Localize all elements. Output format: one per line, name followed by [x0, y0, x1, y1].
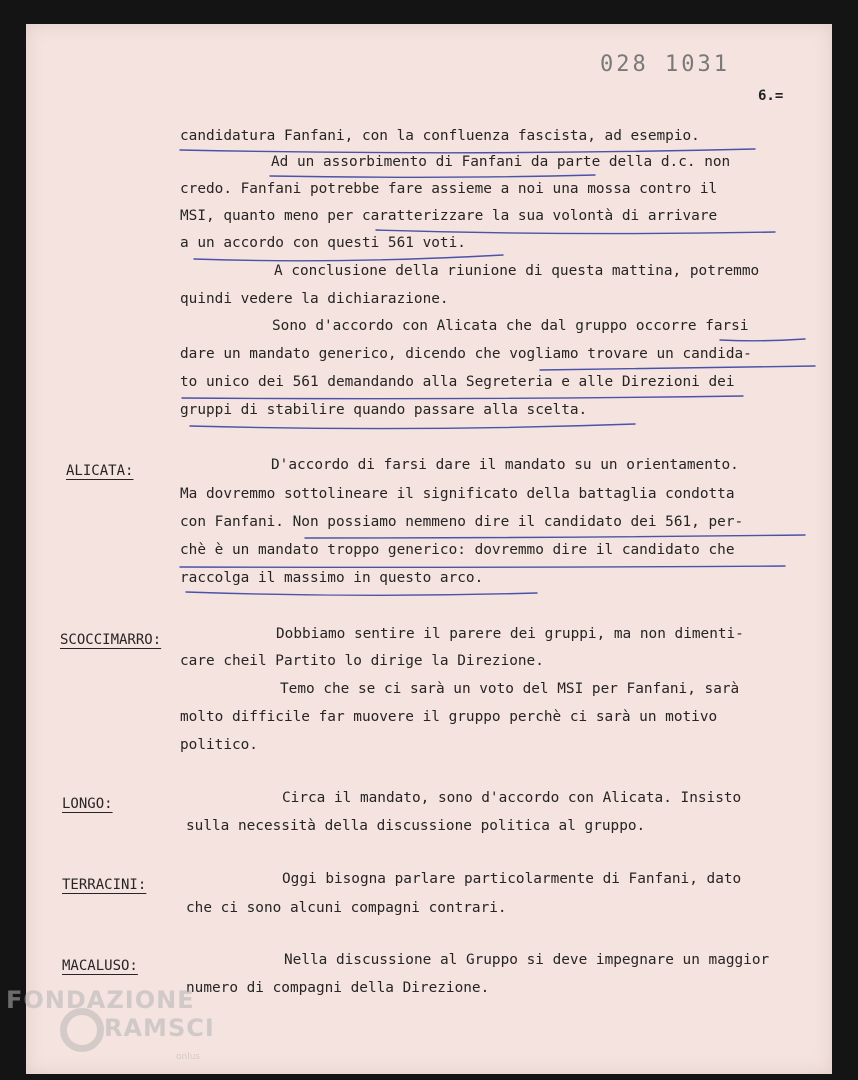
text-line: Ad un assorbimento di Fanfani da parte della d.c. non [271, 154, 731, 170]
speaker-label-terracini: TERRACINI: [62, 877, 147, 893]
text-line: Oggi bisogna parlare particolarmente di Fanfani, dato [282, 871, 742, 887]
text-line: candidatura Fanfani, con la confluenza fascista, ad esempio. [180, 128, 700, 144]
watermark-text-line2: RAMSCI [104, 1014, 215, 1042]
watermark-text-line1: FONDAZIONE [6, 986, 195, 1014]
text-line: Sono d'accordo con Alicata che dal gruppo occorre farsi [272, 318, 749, 334]
text-line: Temo che se ci sarà un voto del MSI per Fanfani, sarà [280, 681, 740, 697]
text-line: numero di compagni della Direzione. [186, 980, 490, 996]
text-line: a un accordo con questi 561 voti. [180, 235, 466, 251]
text-line: Nella discussione al Gruppo si deve impegnare un maggior [284, 952, 770, 968]
speaker-label-longo: LONGO: [62, 796, 113, 812]
speaker-label-macaluso: MACALUSO: [62, 958, 138, 974]
text-line: molto difficile far muovere il gruppo perchè ci sarà un motivo [180, 709, 718, 725]
text-line: sulla necessità della discussione politica al gruppo. [186, 818, 646, 834]
text-line: con Fanfani. Non possiamo nemmeno dire il candidato dei 561, per- [180, 514, 744, 530]
watermark-subtitle: onlus [176, 1052, 201, 1062]
page-number: 6.= [758, 88, 784, 104]
archive-number: 028 1031 [600, 52, 730, 77]
text-line: quindi vedere la dichiarazione. [180, 291, 449, 307]
watermark-logo [0, 982, 230, 1080]
text-line: credo. Fanfani potrebbe fare assieme a noi una mossa contro il [180, 181, 718, 197]
text-line: D'accordo di farsi dare il mandato su un orientamento. [271, 457, 739, 473]
watermark-g-icon [60, 1008, 104, 1052]
text-line: gruppi di stabilire quando passare alla scelta. [180, 402, 588, 418]
speaker-label-alicata: ALICATA: [66, 463, 134, 479]
text-line: A conclusione della riunione di questa mattina, potremmo [274, 263, 760, 279]
text-line: dare un mandato generico, dicendo che vogliamo trovare un candida- [180, 346, 752, 362]
text-line: MSI, quanto meno per caratterizzare la sua volontà di arrivare [180, 208, 718, 224]
text-line: Circa il mandato, sono d'accordo con Alicata. Insisto [282, 790, 742, 806]
text-line: chè è un mandato troppo generico: dovremmo dire il candidato che [180, 542, 735, 558]
text-line: politico. [180, 737, 258, 753]
text-line: raccolga il massimo in questo arco. [180, 570, 484, 586]
text-line: to unico dei 561 demandando alla Segreteria e alle Direzioni dei [180, 374, 735, 390]
text-line: Dobbiamo sentire il parere dei gruppi, ma non dimenti- [276, 626, 744, 642]
text-line: care cheil Partito lo dirige la Direzione. [180, 653, 544, 669]
speaker-label-scoccimarro: SCOCCIMARRO: [60, 632, 162, 648]
text-line: che ci sono alcuni compagni contrari. [186, 900, 507, 916]
text-line: Ma dovremmo sottolineare il significato della battaglia condotta [180, 486, 735, 502]
